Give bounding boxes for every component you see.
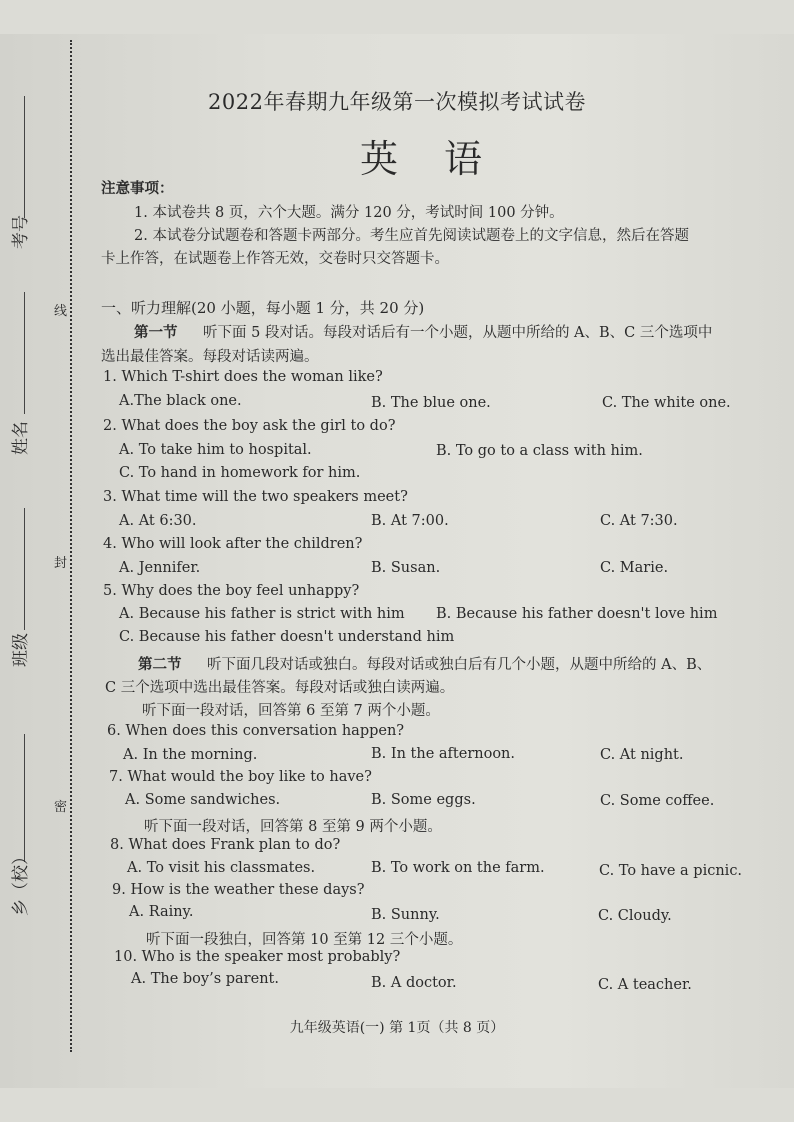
q3-option-b: B. At 7:00. [371, 513, 449, 529]
q5-option-c: C. Because his father doesn't understand him [119, 629, 455, 645]
q5-option-b: B. Because his father doesn't love him [436, 606, 718, 622]
directions-8-9: 听下面一段对话，回答第 8 至第 9 两个小题。 [144, 819, 442, 835]
q6-option-b: B. In the afternoon. [371, 746, 516, 762]
subject-title: 英语 [360, 137, 529, 181]
question-8: 8. What does Frank plan to do? [110, 837, 341, 853]
question-7: 7. What would the boy like to have? [109, 769, 372, 785]
q8-option-a: A. To visit his classmates. [127, 860, 316, 876]
q9-option-b: B. Sunny. [371, 907, 440, 923]
notes-heading: 注意事项： [101, 180, 174, 197]
part-2-instruction-b: C 三个选项中选出最佳答案。每段对话或独白读两遍。 [105, 680, 455, 696]
seal-char-secret: 密 [54, 800, 68, 815]
question-10: 10. Who is the speaker most probably? [114, 949, 401, 965]
q3-option-c: C. At 7:30. [600, 513, 678, 529]
question-1: 1. Which T-shirt does the woman like? [103, 369, 383, 385]
q9-option-c: C. Cloudy. [598, 908, 672, 924]
q4-option-b: B. Susan. [371, 560, 441, 576]
exam-title: 2022年春期九年级第一次模拟考试试卷 [208, 90, 586, 114]
notes-line-2a: 2. 本试卷分试题卷和答题卡两部分。考生应首先阅读试题卷上的文字信息，然后在答题 [134, 228, 689, 244]
notes-line-2b: 卡上作答，在试题卷上作答无效，交卷时只交答题卡。 [101, 251, 449, 267]
part-1-instruction-b: 选出最佳答案。每段对话读两遍。 [101, 349, 319, 365]
q1-option-a: A.The black one. [119, 393, 242, 409]
question-5: 5. Why does the boy feel unhappy? [103, 583, 360, 599]
q10-option-c: C. A teacher. [598, 977, 692, 993]
question-2: 2. What does the boy ask the girl to do? [103, 418, 396, 434]
school-label: 乡（校） [11, 848, 31, 916]
q5-option-a: A. Because his father is strict with him [119, 606, 405, 622]
q3-option-a: A. At 6:30. [119, 513, 197, 529]
q10-option-b: B. A doctor. [371, 975, 457, 991]
q4-option-a: A. Jennifer. [119, 560, 201, 576]
part-2-label: 第二节 [138, 656, 182, 673]
q7-option-a: A. Some sandwiches. [125, 792, 281, 808]
q2-option-a: A. To take him to hospital. [119, 442, 312, 458]
part-1-instruction-a: 听下面 5 段对话。每段对话后有一个小题，从题中所给的 A、B、C 三个选项中 [203, 325, 713, 341]
seal-char-line: 线 [54, 304, 68, 319]
section-1-heading: 一、听力理解(20 小题，每小题 1 分，共 20 分) [101, 299, 425, 317]
class-label: 班级 [11, 633, 31, 667]
q10-option-a: A. The boy’s parent. [131, 971, 279, 987]
q7-option-b: B. Some eggs. [371, 792, 476, 808]
question-4: 4. Who will look after the children? [103, 536, 363, 552]
q2-option-b: B. To go to a class with him. [436, 443, 643, 459]
question-3: 3. What time will the two speakers meet? [103, 489, 408, 505]
q4-option-c: C. Marie. [600, 560, 669, 576]
dotted-seal-line [70, 40, 72, 1052]
name-line [24, 292, 25, 414]
seal-char-seal: 封 [54, 556, 68, 571]
exam-no-label: 考号 [11, 215, 31, 249]
name-label: 姓名 [11, 421, 31, 455]
q8-option-c: C. To have a picnic. [599, 863, 743, 879]
q9-option-a: A. Rainy. [129, 904, 194, 920]
q7-option-c: C. Some coffee. [600, 793, 715, 809]
page-footer: 九年级英语(一) 第 1页（共 8 页） [289, 1020, 505, 1036]
q1-option-b: B. The blue one. [371, 395, 491, 411]
q2-option-c: C. To hand in homework for him. [119, 465, 361, 481]
notes-line-1: 1. 本试卷共 8 页，六个大题。满分 120 分，考试时间 100 分钟。 [134, 205, 564, 221]
q6-option-c: C. At night. [600, 747, 684, 763]
directions-10-12: 听下面一段独白，回答第 10 至第 12 三个小题。 [146, 932, 463, 948]
q6-option-a: A. In the morning. [123, 747, 258, 763]
question-6: 6. When does this conversation happen? [107, 723, 405, 739]
directions-6-7: 听下面一段对话，回答第 6 至第 7 两个小题。 [142, 703, 440, 719]
q1-option-c: C. The white one. [602, 395, 731, 411]
q8-option-b: B. To work on the farm. [371, 860, 545, 876]
part-2-instruction-a: 听下面几段对话或独白。每段对话或独白后有几个小题，从题中所给的 A、B、 [207, 657, 712, 673]
question-9: 9. How is the weather these days? [112, 882, 365, 898]
part-1-label: 第一节 [134, 324, 178, 341]
